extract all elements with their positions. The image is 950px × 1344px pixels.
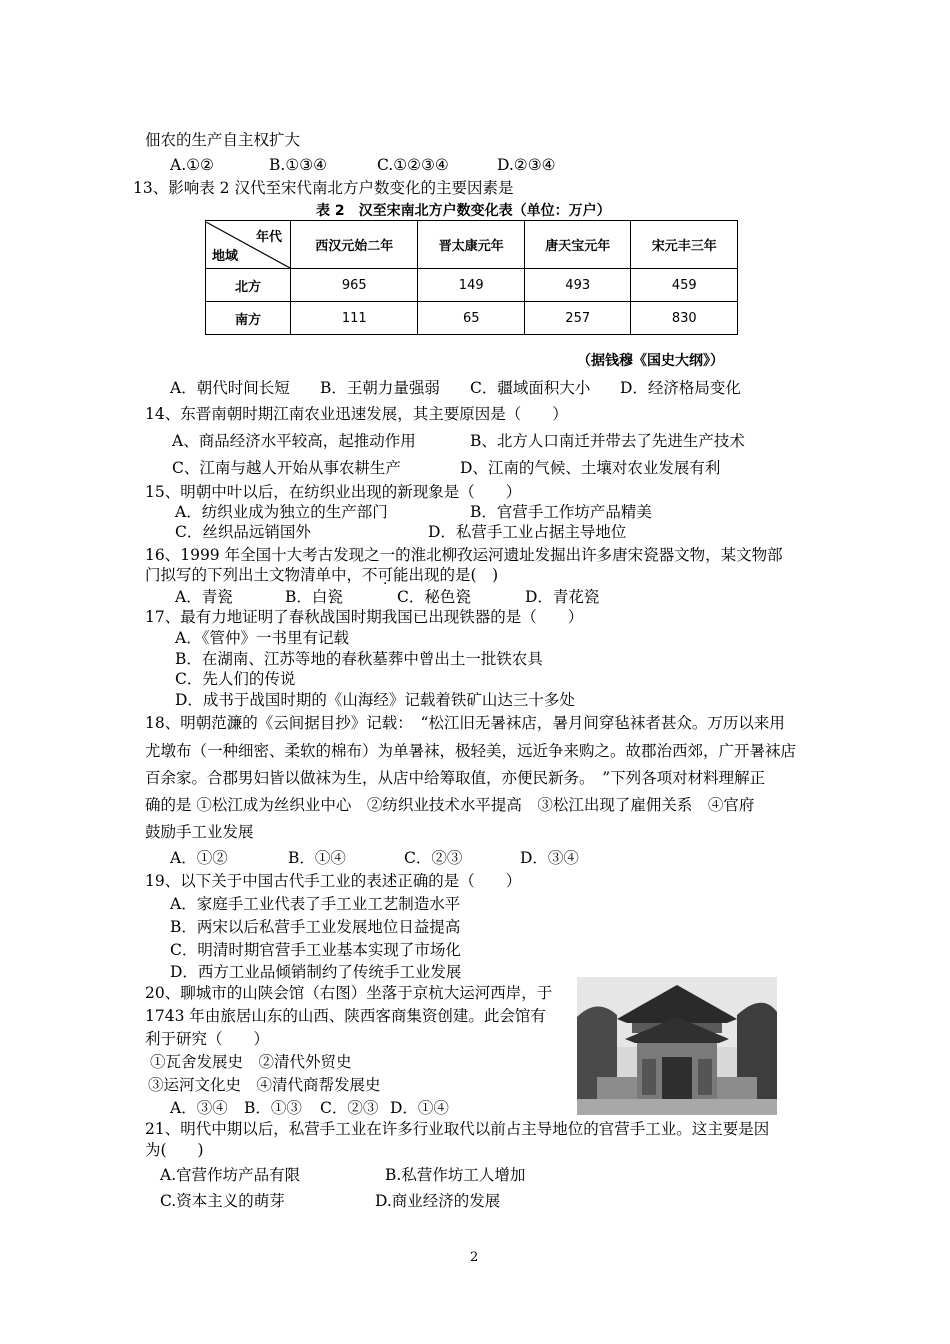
- option-d: D．③④: [520, 849, 579, 867]
- question-21-line1: 21、明代中期以后，私营手工业在许多行业取代以前占主导地位的官营手工业。这主要是因: [145, 1120, 770, 1138]
- q16-options: [175, 587, 599, 607]
- question-20-line2: 1743 年由旅居山东的山西、陕西客商集资创建。此会馆有: [145, 1007, 546, 1025]
- corner-bottom-label: 地域: [212, 248, 239, 264]
- table-cell: 149: [418, 269, 525, 302]
- option-c: C．②③: [404, 849, 463, 867]
- q17-option-a: A．《管仲》一书里有记载: [175, 629, 349, 647]
- question-18-line1: 18、明朝范濂的《云间据目抄》记载： “松江旧无暑袜店，暑月间穿毡袜者甚众。万历以来用: [145, 714, 785, 732]
- q14-option-b: B、北方人口南迁并带去了先进生产技术: [470, 432, 745, 450]
- q14-option-d: D、江南的气候、土壤对农业发展有利: [460, 459, 721, 477]
- question-18-line2: 尤墩布（一种细密、柔软的棉布）为单暑袜，极轻美，远近争来购之。故郡治西郊，广开暑袜店: [145, 742, 797, 760]
- question-20-line1: 20、聊城市的山陕会馆（右图）坐落于京杭大运河西岸，于: [145, 984, 553, 1002]
- q18-options: [170, 848, 579, 868]
- option-d: D．经济格局变化: [620, 379, 741, 397]
- option-c: C．秘色瓷: [397, 588, 471, 606]
- option-b: B．白瓷: [285, 588, 343, 606]
- table-cell: 493: [524, 269, 631, 302]
- corner-top-label: 年代: [255, 229, 282, 245]
- q14-option-c: C、江南与越人开始从事农耕生产: [172, 459, 401, 477]
- question-18-line4: 确的是 ①松江成为丝织业中心 ②纺织业技术水平提高 ③松江出现了雇佣关系 ④官府: [145, 796, 755, 814]
- q21-option-c: C.资本主义的萌芽: [160, 1192, 285, 1210]
- q21-option-d: D.商业经济的发展: [375, 1192, 501, 1210]
- table-cell: 65: [418, 302, 525, 335]
- option-d: D.②③④: [497, 156, 556, 174]
- table-cell: 111: [291, 302, 418, 335]
- q13-options: [170, 378, 741, 398]
- table-cell: 965: [291, 269, 418, 302]
- q15-option-b: B．官营手工作坊产品精美: [470, 503, 652, 521]
- table-cell: 830: [631, 302, 738, 335]
- option-c: C．②③: [320, 1099, 379, 1117]
- option-d: D．青花瓷: [525, 588, 600, 606]
- q16-emphasis: 不可能: [362, 566, 409, 584]
- option-d: D．①④: [390, 1099, 449, 1117]
- q19-option-a: A．家庭手工业代表了手工业工艺制造水平: [170, 895, 461, 913]
- table-corner-cell: [206, 221, 291, 269]
- q17-option-b: B．在湖南、江苏等地的春秋墓葬中曾出土一批铁农具: [175, 650, 543, 668]
- table-title: 表 2 汉至宋南北方户数变化表（单位：万户）: [316, 203, 611, 219]
- question-15: 15、明朝中叶以后，在纺织业出现的新现象是（ ）: [145, 483, 522, 501]
- option-b: B．①③: [244, 1099, 302, 1117]
- q17-option-d: D．成书于战国时期的《山海经》记载着铁矿山达三十多处: [175, 691, 575, 709]
- option-a: A．③④: [170, 1099, 228, 1117]
- table-header: 宋元丰三年: [631, 221, 738, 269]
- option-b: B．王朝力量强弱: [320, 379, 440, 397]
- q16-text-a: 门拟写的下列出土文物清单中，: [145, 566, 363, 584]
- question-21-line2: 为( ): [145, 1141, 204, 1159]
- option-c: C．疆域面积大小: [470, 379, 591, 397]
- table-header: 晋太康元年: [418, 221, 525, 269]
- option-c: C.①②③④: [377, 156, 449, 174]
- question-18-line5: 鼓励手工业发展: [145, 823, 254, 841]
- q16-text-c: 出现的是( ): [408, 566, 499, 584]
- q15-option-c: C．丝织品远销国外: [175, 523, 311, 541]
- table-cell: 257: [524, 302, 631, 335]
- q20-options: [170, 1098, 449, 1118]
- q14-option-a: A、商品经济水平较高，起推动作用: [172, 432, 416, 450]
- table-source: （据钱穆《国史大纲》）: [577, 353, 724, 369]
- q19-option-b: B．两宋以后私营手工业发展地位日益提高: [170, 918, 461, 936]
- question-14: 14、东晋南朝时期江南农业迅速发展，其主要原因是（ ）: [145, 405, 568, 423]
- table-cell: 459: [631, 269, 738, 302]
- table-region: 南方: [206, 302, 291, 335]
- q21-option-b: B.私营作坊工人增加: [385, 1166, 526, 1184]
- guildhall-photo: [577, 977, 777, 1115]
- option-b: B．①④: [288, 849, 346, 867]
- text-line: 佃农的生产自主权扩大: [145, 131, 301, 149]
- q19-option-c: C．明清时期官营手工业基本实现了市场化: [170, 941, 461, 959]
- page-number: 2: [470, 1250, 479, 1265]
- question-20-line5: ③运河文化史 ④清代商帮发展史: [148, 1076, 381, 1094]
- option-b: B.①③④: [269, 156, 328, 174]
- option-a: A．①②: [170, 849, 228, 867]
- question-16-line2: [145, 565, 498, 585]
- question-16-line1: 16、1999 年全国十大考古发现之一的淮北柳孜运河遗址发掘出许多唐宋瓷器文物，某文物部: [145, 546, 783, 564]
- question-20-line3: 利于研究（ ）: [145, 1030, 270, 1048]
- table-header: 唐天宝元年: [524, 221, 631, 269]
- option-a: A．朝代时间长短: [170, 379, 290, 397]
- q21-option-a: A.官营作坊产品有限: [160, 1166, 301, 1184]
- question-13: 13、影响表 2 汉代至宋代南北方户数变化的主要因素是: [133, 179, 514, 197]
- q17-option-c: C．先人们的传说: [175, 670, 296, 688]
- question-20-line4: ①瓦舍发展史 ②清代外贸史: [150, 1053, 352, 1071]
- household-table: [205, 220, 738, 335]
- option-a: A．青瓷: [175, 588, 233, 606]
- question-18-line3: 百余家。合郡男妇皆以做袜为生，从店中给筹取值，亦便民新务。 ”下列各项对材料理解正: [145, 769, 766, 787]
- table-region: 北方: [206, 269, 291, 302]
- option-a: A.①②: [170, 156, 214, 174]
- table-header: 西汉元始二年: [291, 221, 418, 269]
- question-17: 17、最有力地证明了春秋战国时期我国已出现铁器的是（ ）: [145, 608, 584, 626]
- q12-options: [170, 155, 556, 175]
- question-19: 19、以下关于中国古代手工业的表述正确的是（ ）: [145, 872, 522, 890]
- q19-option-d: D．西方工业品倾销制约了传统手工业发展: [170, 963, 462, 981]
- q15-option-d: D．私营手工业占据主导地位: [428, 523, 627, 541]
- q15-option-a: A．纺织业成为独立的生产部门: [175, 503, 388, 521]
